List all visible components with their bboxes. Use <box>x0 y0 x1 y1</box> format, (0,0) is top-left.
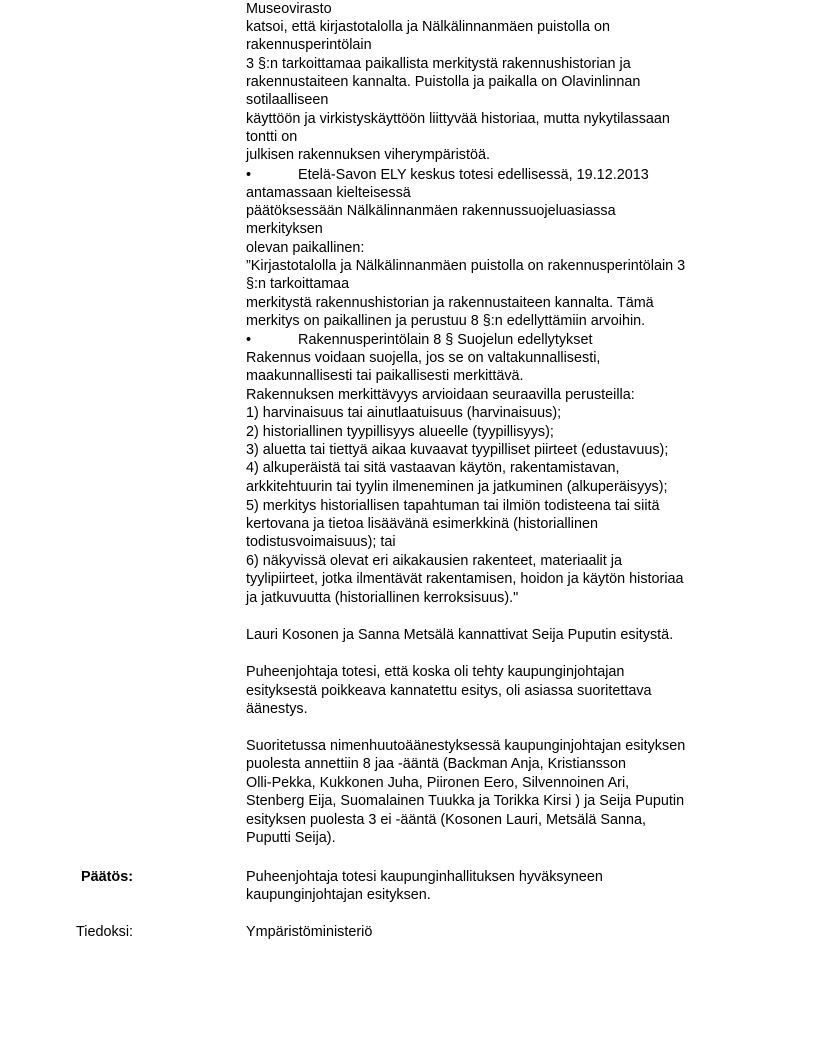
decision-text <box>246 868 766 904</box>
line-text: Puputti Seija). <box>246 830 336 846</box>
bullet-line <box>246 331 592 349</box>
text-line <box>246 91 328 109</box>
text-line <box>246 737 685 755</box>
text-line <box>246 423 554 441</box>
notify-value <box>246 923 766 941</box>
text-line <box>246 312 645 330</box>
decision-line: Puheenjohtaja totesi kaupunginhallituksen hyväksyneen <box>246 869 603 885</box>
text-line <box>246 275 349 293</box>
notify-label: Tiedoksi: <box>76 924 134 940</box>
line-text: Olli-Pekka, Kukkonen Juha, Piironen Eero, Silvennoinen Ari, <box>246 775 630 791</box>
line-text: rakennustaiteen kannalta. Puistolla ja paikalla on Olavinlinnan <box>246 74 641 90</box>
line-text: merkitys on paikallinen ja perustuu 8 §:n edellyttämiin arvoihin. <box>246 313 646 329</box>
text-line <box>246 626 673 644</box>
text-line <box>246 774 629 792</box>
text-line <box>246 459 620 477</box>
line-text: Museovirasto <box>246 1 332 17</box>
line-text: Etelä-Savon ELY keskus totesi edellisessä, 19.12.2013 <box>298 167 649 183</box>
line-text: tyylipiirteet, jotka ilmentävät rakentamisen, hoidon ja käytön historiaa <box>246 571 684 587</box>
line-text: olevan paikallinen: <box>246 240 365 256</box>
text-line <box>246 570 684 588</box>
line-text: Rakennus voidaan suojella, jos se on valtakunnallisesti, <box>246 350 601 366</box>
text-line <box>246 792 684 810</box>
text-line <box>246 829 336 847</box>
line-text: antamassaan kielteisessä <box>246 185 411 201</box>
text-line <box>246 146 490 164</box>
line-text: päätöksessään Nälkälinnanmäen rakennussuojeluasiassa <box>246 203 616 219</box>
line-text: 2) historiallinen tyypillisyys alueelle (tyypillisyys); <box>246 424 554 440</box>
text-line <box>246 0 332 18</box>
text-line <box>246 386 635 404</box>
decision-line: kaupunginjohtajan esityksen. <box>246 887 431 904</box>
text-line <box>246 257 685 275</box>
decision-label: Päätös: <box>81 869 133 885</box>
text-line <box>246 36 372 54</box>
line-text: ja jatkuvuutta (historiallinen kerroksisuus)." <box>246 590 519 606</box>
line-text: Puheenjohtaja totesi, että koska oli tehty kaupunginjohtajan <box>246 664 625 680</box>
text-line <box>246 367 524 385</box>
line-text: todistusvoimaisuus); tai <box>246 534 396 550</box>
line-text: sotilaalliseen <box>246 92 329 108</box>
line-text: rakennusperintölain <box>246 37 372 53</box>
line-text: käyttöön ja virkistyskäyttöön liittyvää historiaa, mutta nykytilassaan <box>246 111 670 127</box>
text-line <box>246 663 624 681</box>
text-line <box>246 73 640 91</box>
line-text: merkityksen <box>246 221 323 237</box>
line-text: 1) harvinaisuus tai ainutlaatuisuus (harvinaisuus); <box>246 405 562 421</box>
line-text: esityksestä poikkeava kannatettu esitys, oli asiassa suoritettava <box>246 683 652 699</box>
text-line <box>246 239 364 257</box>
line-text: 4) alkuperäistä tai sitä vastaavan käytön, rakentamistavan, <box>246 460 620 476</box>
text-line <box>246 294 654 312</box>
line-text: merkitystä rakennushistorian ja rakennustaiteen kannalta. Tämä <box>246 295 654 311</box>
text-line <box>246 682 652 700</box>
line-text: esityksen puolesta 3 ei -ääntä (Kosonen Lauri, Metsälä Sanna, <box>246 812 646 828</box>
text-line <box>246 497 660 515</box>
bullet-mark: • <box>246 167 252 183</box>
text-line <box>246 533 396 551</box>
text-line <box>246 552 622 570</box>
notify-recipient: Ympäristöministeriö <box>246 924 373 940</box>
line-text: Stenberg Eija, Suomalainen Tuukka ja Torikka Kirsi ) ja Seija Puputin <box>246 793 685 809</box>
line-text: julkisen rakennuksen viherympäristöä. <box>246 147 490 163</box>
text-line <box>246 220 323 238</box>
line-text: 3) aluetta tai tiettyä aikaa kuvaavat tyypilliset piirteet (edustavuus); <box>246 442 669 458</box>
line-text: arkkitehtuurin tai tyylin ilmeneminen ja jatkuminen (alkuperäisyys); <box>246 479 668 495</box>
line-text: 5) merkitys historiallisen tapahtuman tai ilmiön todisteena tai siitä <box>246 498 660 514</box>
line-text: katsoi, että kirjastotalolla ja Nälkälinnanmäen puistolla on <box>246 19 610 35</box>
text-line <box>246 55 631 73</box>
text-line <box>246 18 610 36</box>
line-text: 3 §:n tarkoittamaa paikallista merkitystä rakennushistorian ja <box>246 56 631 72</box>
text-line <box>246 478 668 496</box>
line-text: Suoritetussa nimenhuutoäänestyksessä kaupunginjohtajan esityksen <box>246 738 686 754</box>
text-line <box>246 755 626 773</box>
line-text: 6) näkyvissä olevat eri aikakausien rakenteet, materiaalit ja <box>246 553 622 569</box>
line-text: tontti on <box>246 129 298 145</box>
text-line <box>246 811 646 829</box>
text-line <box>246 349 600 367</box>
bullet-mark: • <box>246 332 252 348</box>
text-line <box>246 128 297 146</box>
line-text: Lauri Kosonen ja Sanna Metsälä kannattivat Seija Puputin esitystä. <box>246 627 674 643</box>
text-line <box>246 110 670 128</box>
text-line <box>246 441 668 459</box>
line-text: ”Kirjastotalolla ja Nälkälinnanmäen puistolla on rakennusperintölain 3 <box>246 258 686 274</box>
line-text: Rakennuksen merkittävyys arvioidaan seuraavilla perusteilla: <box>246 387 635 403</box>
line-text: äänestys. <box>246 701 308 717</box>
text-line <box>246 184 411 202</box>
bullet-line <box>246 166 649 184</box>
text-line <box>246 202 616 220</box>
line-text: Rakennusperintölain 8 § Suojelun edellytykset <box>298 332 593 348</box>
text-line <box>246 589 518 607</box>
text-line <box>246 404 561 422</box>
line-text: kertovana ja tietoa lisäävänä esimerkkinä (historiallinen <box>246 516 598 532</box>
line-text: §:n tarkoittamaa <box>246 276 350 292</box>
line-text: puolesta annettiin 8 jaa -ääntä (Backman Anja, Kristiansson <box>246 756 626 772</box>
text-line <box>246 700 308 718</box>
text-line <box>246 515 598 533</box>
line-text: maakunnallisesti tai paikallisesti merkittävä. <box>246 368 524 384</box>
